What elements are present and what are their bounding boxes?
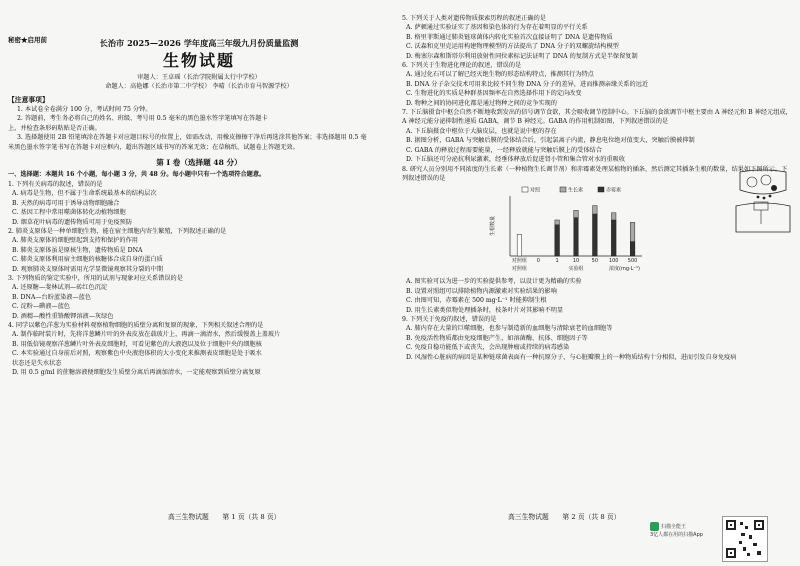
bar (574, 218, 578, 256)
notice-item: 3. 选择题使用 2B 铅笔填涂在答题卡对应题目标号的位置上，如需改动，用橡皮擦擦干净后再选涂其他答案；非选择题用 0.5 毫 (17, 134, 367, 142)
question-stem: 9. 下列关于免疫的叙述，错误的是 (402, 315, 497, 323)
question-stem: 6. 下列关于生物进化理论的叙述，错误的是 (402, 62, 522, 70)
notice-title: 【注意事项】 (8, 95, 49, 104)
question-option[interactable]: A. 肺炎支原体的细胞壁起到支持和保护的作用 (12, 237, 138, 245)
qr-code-icon (722, 516, 768, 562)
x-tick-label: 0 (536, 258, 540, 265)
bar (517, 235, 521, 257)
footer-left: 高三生物试题 第 1 页（共 8 页） (168, 513, 281, 521)
question-option[interactable]: C. 免疫自稳功能低下或丧失，会出现肿瘤或持续的病毒感染 (406, 344, 570, 352)
x-axis-label: 浓度(mg·L⁻¹) (609, 266, 640, 273)
watermark-text: 扫描全能王 (661, 524, 687, 530)
rooting-bar-chart (488, 184, 648, 276)
question-option[interactable]: D. 烟草花叶病毒的遗传物质可用于免疫预防 (12, 218, 133, 226)
question-option[interactable]: B. 用低倍镜观察洋葱鳞片叶外表皮细胞时，可看见紫色的大液泡以及位于细胞中央的细胞核 (12, 340, 262, 348)
question-option[interactable]: D. 用 0.5 g/ml 的蔗糖溶液便细胞发生质壁分离后再滴加清水，一定能观察到质壁分离复原 (12, 369, 261, 376)
group-label: 对照组 (511, 266, 527, 273)
question-stem: 7. 下丘脑摄食中枢会自然不断地收到发出的信号调节食欲，其会吸收调节控制中心。下丘脑的食欲调节中枢主要由 A 神经元和 B 神经元组成，A 神经元能分泌抑制性递质 GABA，调节 B 神经元。GABA 的作用机制如图，下列叙述错误的是 (402, 109, 792, 126)
synapse-diagram (730, 168, 796, 238)
question-option[interactable]: B. DNA 分子杂交技术可用来比较不同生物 DNA 分子的差异，进而推测亲缘关系的远近 (406, 80, 649, 88)
x-tick-label: 500 (627, 258, 638, 265)
question-option[interactable]: C. 基因工程中常用噬菌体转化动植物细胞 (12, 209, 126, 217)
exam-title: 长治市 2025—2026 学年度高三年级九月份质量监测 (99, 39, 299, 49)
notice-item: 上，并检查条形码粘贴是否正确。 (8, 124, 101, 132)
x-tick-label: 50 (591, 258, 599, 265)
question-option[interactable]: B. 肺炎支原体虽是原核生物，遗传物质是 DNA (12, 246, 143, 254)
left-questions (8, 180, 390, 378)
notice-list (8, 105, 390, 152)
question-option[interactable]: D. 梅塞尔森和斯塔尔利用放射性同位素标记法证明了 DNA 的复制方式是半保留复制 (406, 52, 638, 60)
notice-item: 2. 答题前，考生务必将自己的姓名、班级、考号用 0.5 毫米的黑色墨水签字笔填写在答题卡 (17, 115, 268, 123)
question-option[interactable]: A. 还原糖—斐林试剂—砖红色沉淀 (12, 284, 108, 292)
question-option[interactable]: A. 萨顿通过实验证实了基因和染色体的行为存在着明显的平行关系 (406, 24, 588, 32)
question-option[interactable]: C. 沃森和克里克运用构建物理模型的方法提出了 DNA 分子的双螺旋结构模型 (406, 43, 619, 51)
x-tick-label: 1 (555, 258, 559, 265)
question-option[interactable]: 状态还是失水状态 (12, 359, 62, 367)
legend-label: 赤霉素 (606, 187, 622, 194)
part1-intro: 一、选择题：本题共 16 个小题，每小题 3 分，共 48 分。每小题中只有一个选项符合题意。 (8, 171, 266, 179)
question-stem: 8. 研究人员分别用不同浓度的生长素（一种植物生长调节剂）和赤霉素处理某植物的插条，然后测定其插条生根的数量，结果如下图所示。下列叙述错误的是 (402, 165, 788, 182)
question-option[interactable]: C. 淀粉—碘液—蓝色 (12, 303, 70, 311)
question-option[interactable]: D. 酒精—酸性重铬酸钾溶液—灰绿色 (12, 312, 114, 320)
question-stem: 3. 下列物质的鉴定实验中，所用的试剂与现象对应关系错误的是 (8, 274, 183, 282)
vesicle (761, 175, 771, 185)
question-option[interactable]: A. 下丘脑摄食中枢位于大脑皮层，也就是说中枢的存在 (406, 127, 557, 135)
bar (611, 220, 615, 256)
question-option[interactable]: C. 肺炎支原体利用宿主细胞的核糖体合成自身的蛋白质 (12, 256, 163, 264)
question-option[interactable]: B. 格里菲斯通过肺炎链球菌体内转化实验首次直接证明了 DNA 是遗传物质 (406, 33, 613, 41)
notice-item: 米黑色墨水签字笔书写在答题卡对应框内，超出答题区域书写的答案无效；在草稿纸、试题卷上答题无效。 (8, 143, 299, 151)
authors: 命题人：高艳娜（长治市第二中学校） 李晴（长治市育马智源学校） (105, 83, 293, 91)
question-option[interactable]: B. 免疫活性物质都由免疫细胞产生，如溶菌酶、抗体、细胞因子等 (406, 334, 588, 342)
postsynaptic-membrane (736, 203, 790, 232)
x-tick-label: 100 (608, 258, 619, 265)
gaba-dot (771, 185, 777, 191)
subject-title: 生物试题 (162, 50, 235, 70)
bar (630, 242, 634, 256)
legend-swatch (560, 187, 566, 192)
question-stem: 4. 同学以紫色洋葱为实验材料观察植物细胞的质壁分离和复原的现象，下列相关叙述合理的是 (8, 321, 264, 329)
question-option[interactable]: D. 观察肺炎支原体时需用光学显微镜观察其分裂的中期 (12, 265, 163, 273)
gaba-dot (757, 196, 760, 199)
question-stem: 1. 下列有关病毒的叙述，错误的是 (8, 180, 103, 188)
question-option[interactable]: A. 制作临时装片时，先将洋葱鳞片叶的外表皮放在载玻片上，再滴一滴清水，然后缓慢盖上盖玻片 (12, 331, 281, 339)
y-axis-label: 生根数量 (490, 216, 496, 237)
question-option[interactable]: C. GABA 的释放过程需要能量，一经释放就能与突触后膜上的受体结合 (406, 146, 602, 154)
question-option[interactable]: C. 本实验通过自身前后对照，观察紫色中央液泡体积的大小变化来推测表皮细胞是处于吸水 (12, 350, 262, 358)
legend-label: 生长素 (568, 187, 584, 194)
legend-label: 对照 (530, 187, 541, 194)
group-label: 实验组 (568, 266, 584, 273)
question-option[interactable]: D. 物种之间的协同进化都是通过物种之间的竞争实现的 (406, 99, 557, 107)
bar (555, 225, 559, 256)
footer-right: 高三生物试题 第 2 页（共 8 页） (508, 513, 621, 521)
question-option[interactable]: A. 图实验可以为进一步的实验提供参考，以设计更为精确的实验 (406, 278, 582, 286)
part1-title: 第 I 卷（选择题 48 分） (156, 158, 242, 168)
x-tick-label: 对照组 (511, 258, 527, 265)
question-option[interactable]: D. 风湿性心脏病的病因是某种链球菌表面有一种抗原分子，与心脏瓣膜上的一种物质结构十分相似，进而引发自身免疫病 (406, 353, 737, 361)
legend-swatch (598, 187, 604, 192)
gaba-dot (763, 197, 766, 200)
gaba-dot (769, 195, 772, 198)
question-option[interactable]: B. DNA—台盼蓝染液—蓝色 (12, 293, 92, 301)
bar (593, 214, 597, 256)
question-stem: 5. 下列关于人类对遗传物质探索历程的叙述正确的是 (402, 15, 546, 22)
question-option[interactable]: D. 用生长素类似物处理插条时，枝条叶片对其影响不明显 (406, 306, 564, 314)
question-option[interactable]: C. 生物进化的实质是种群基因频率在自然选择作用下的定向改变 (406, 90, 582, 98)
scanner-logo-icon (650, 522, 659, 531)
watermark-sub: 3亿人都在用的扫描App (650, 532, 703, 538)
secret-mark: 秘密★启用前 (8, 36, 47, 44)
chart-svg (488, 184, 648, 276)
legend-swatch (522, 187, 528, 192)
question-option[interactable]: B. 设置对照组可以排除植物内源激素对实验结果的影响 (406, 287, 557, 295)
x-tick-label: 10 (572, 258, 580, 265)
reviewer: 审题人：王卓瑶（长治学院附属太行中学校） (137, 73, 261, 81)
question-option[interactable]: D. 下丘脑还可分泌抗利尿激素，经垂体释放后促进肾小管和集合管对水的重吸收 (406, 156, 626, 164)
left-column (8, 14, 390, 554)
scanner-watermark (650, 522, 716, 544)
question-option[interactable]: A. 通过化石可以了解已经灭绝生物的形态结构特点，推测其行为特点 (406, 71, 594, 79)
right-column (402, 14, 792, 554)
notice-item: 1. 本试卷全卷满分 100 分，考试时间 75 分钟。 (17, 106, 152, 114)
question-option[interactable]: B. 天然的病毒可用于诱导动物细胞融合 (12, 199, 120, 207)
vesicle (747, 177, 757, 187)
question-stem: 2. 肺炎支原体是一种单细胞生物，能在宿主细胞内寄生繁殖，下列叙述正确的是 (8, 227, 227, 235)
question-option[interactable]: A. 肺内存在大量的巨噬细胞，也参与制造新的血细胞与清除衰老的血细胞等 (406, 325, 613, 333)
question-option[interactable]: A. 病毒是生物，但不属于生命系统最基本的结构层次 (12, 190, 157, 198)
question-option[interactable]: C. 由图可知，赤霉素在 500 mg·L⁻¹ 时能抑制生根 (406, 297, 547, 305)
question-option[interactable]: B. 据图分析，GABA 与突触后膜的受体结合后，引起氯离子内流，静息电位绝对值变大，突触后膜被抑制 (406, 137, 695, 145)
